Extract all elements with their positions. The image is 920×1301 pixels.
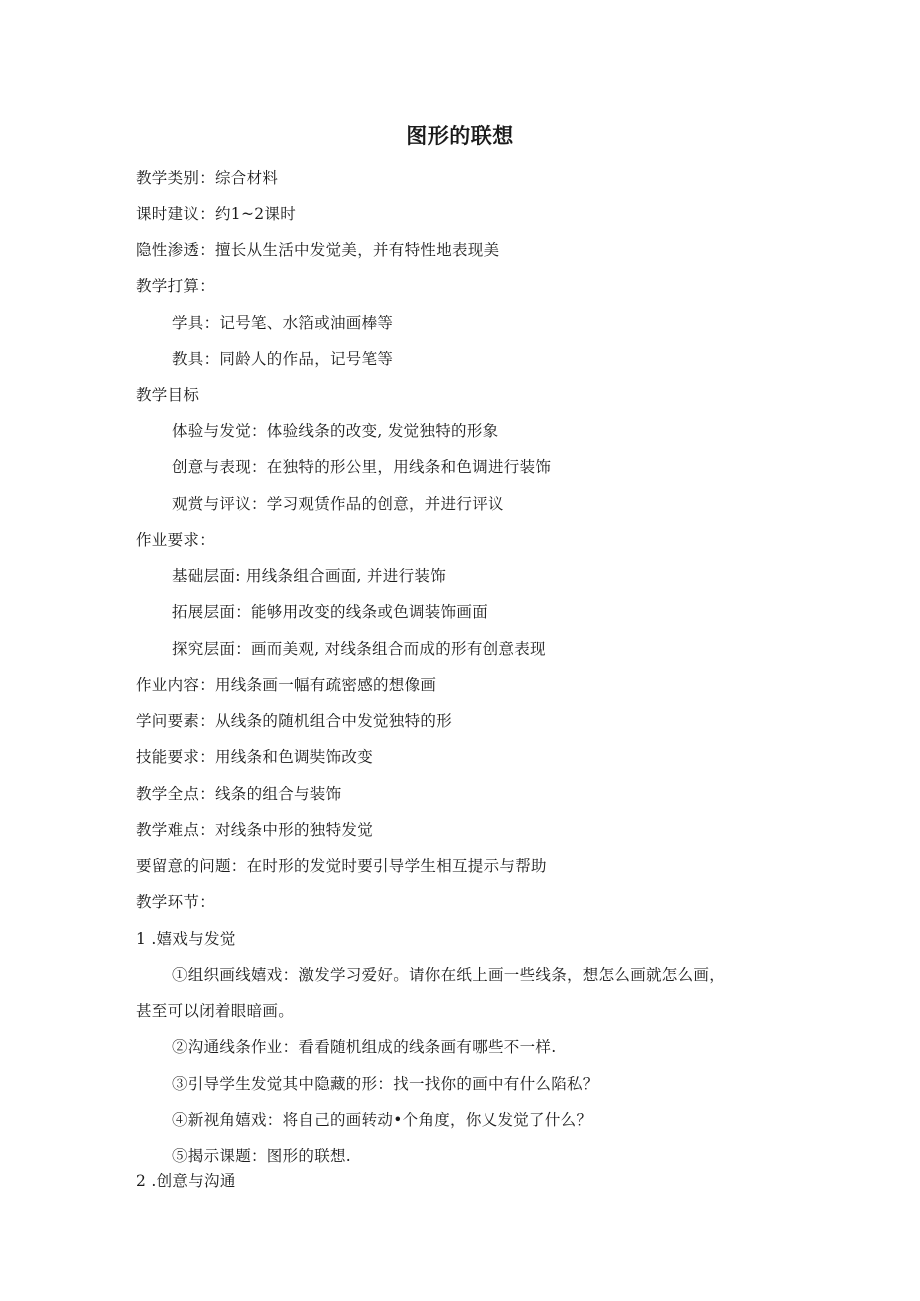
category-line: 教学类别：综合材料: [136, 169, 279, 187]
knowledge-line: 学问要素：从线条的随机组合中发觉独特的形: [136, 712, 453, 730]
step-item: ①组织画线嬉戏：激发学习爱好。请你在纸上画一些线条，想怎么画就怎么画，: [172, 966, 726, 984]
page-title: 图形的联想: [406, 124, 514, 148]
section-heading: 2 .创意与沟通: [136, 1172, 236, 1190]
goal-item: 创意与表现：在独特的形公里，用线条和色调进行装饰: [172, 458, 552, 476]
homework-heading: 作业要求：: [136, 531, 216, 549]
skill-line: 技能要求：用线条和色调奘饰改变: [136, 748, 374, 766]
homework-item: 基础层面: 用线条组合画面, 并进行装饰: [172, 567, 447, 585]
step-item-continued: 甚至可以闭着眼暗画。: [136, 1002, 295, 1020]
process-heading: 教学环节：: [136, 893, 216, 911]
homework-item: 拓展层面：能够用改变的线条或色调装饰画面: [172, 603, 489, 621]
implicit-line: 隐性渗透：擅长从生活中发觉美，并有特性地表现美: [136, 241, 500, 259]
goals-heading: 教学目标: [136, 386, 200, 404]
step-item: ④新视角嬉戏：将自己的画转动•个角度，你乂发觉了什么？: [172, 1111, 593, 1129]
difficulty-line: 教学难点：对线条中形的独特发觉: [136, 821, 374, 839]
attention-line: 要留意的问题：在时形的发觉时要引导学生相互提示与帮助: [136, 857, 547, 875]
step-item: ⑤揭示课题：图形的联想.: [172, 1147, 352, 1165]
step-item: ②沟通线条作业：看看随机组成的线条画有哪些不一样.: [172, 1038, 557, 1056]
hours-line: 课时建议：约1~2课时: [136, 205, 297, 223]
content-line: 作业内容：用线条画一幅有疏密感的想像画: [136, 676, 437, 694]
key-point-line: 教学全点：线条的组合与装饰: [136, 785, 342, 803]
homework-item: 探究层面：画而美观, 对线条组合而成的形有创意表现: [172, 640, 546, 658]
goal-item: 观赏与评议：学习观赁作品的创意，并进行评议: [172, 495, 504, 513]
goal-item: 体验与发觉：体验线条的改变, 发觉独特的形象: [172, 422, 499, 440]
section-heading: 1 .嬉戏与发觉: [136, 930, 236, 948]
teacher-tools-line: 教具：同龄人的作品，记号笔等: [172, 350, 394, 368]
prep-heading: 教学打算：: [136, 277, 216, 295]
step-item: ③引导学生发觉其中隐藏的形：找一找你的画中有什么陷私？: [172, 1075, 599, 1093]
student-tools-line: 学具：记号笔、水箔或油画棒等: [172, 314, 394, 332]
